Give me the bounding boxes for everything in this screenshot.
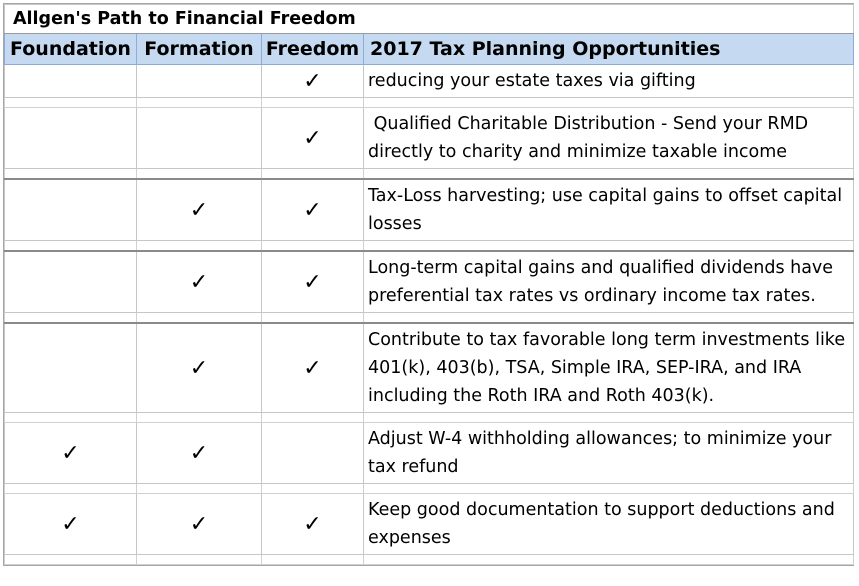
spacer-row (5, 241, 854, 252)
table-row (5, 323, 854, 413)
header-opportunities: 2017 Tax Planning Opportunities (364, 34, 854, 65)
freedom-check-cell: ✓ (262, 251, 364, 313)
spacer-row (5, 313, 854, 324)
opportunity-text: Adjust W-4 withholding allowances; to minimize your tax refund (364, 423, 854, 484)
foundation-check-cell: ✓ (5, 494, 137, 555)
spreadsheet-table (3, 3, 854, 566)
freedom-check-cell: ✓ (262, 323, 364, 413)
opportunity-text: Tax-Loss harvesting; use capital gains to offset capital losses (364, 179, 854, 241)
table-row (5, 108, 854, 169)
opportunity-text: Long-term capital gains and qualified dividends have preferential tax rates vs ordinary income tax rates. (364, 251, 854, 313)
formation-check-cell (137, 65, 262, 98)
spacer-row (5, 98, 854, 108)
formation-check-cell: ✓ (137, 251, 262, 313)
table-row (5, 423, 854, 484)
opportunity-text: Keep good documentation to support deductions and expenses (364, 494, 854, 555)
spacer-row (5, 413, 854, 423)
freedom-check-cell: ✓ (262, 108, 364, 169)
foundation-check-cell (5, 179, 137, 241)
formation-check-cell: ✓ (137, 494, 262, 555)
spacer-row (5, 484, 854, 494)
table-row (5, 179, 854, 241)
title-row (5, 5, 854, 34)
table-row (5, 251, 854, 313)
freedom-check-cell: ✓ (262, 179, 364, 241)
foundation-check-cell (5, 323, 137, 413)
freedom-check-cell: ✓ (262, 65, 364, 98)
header-row (5, 34, 854, 65)
formation-check-cell: ✓ (137, 423, 262, 484)
foundation-check-cell (5, 108, 137, 169)
spacer-row (5, 555, 854, 565)
freedom-check-cell (262, 423, 364, 484)
formation-check-cell: ✓ (137, 179, 262, 241)
header-foundation: Foundation (5, 34, 137, 65)
spacer-row (5, 169, 854, 180)
sheet-title: Allgen's Path to Financial Freedom (5, 5, 854, 34)
table-row (5, 65, 854, 98)
foundation-check-cell (5, 65, 137, 98)
freedom-check-cell: ✓ (262, 494, 364, 555)
header-freedom: Freedom (262, 34, 364, 65)
opportunity-text: Contribute to tax favorable long term investments like 401(k), 403(b), TSA, Simple IRA, SEP-IRA, and IRA including the Roth IRA and Roth 403(k). (364, 323, 854, 413)
opportunity-text: reducing your estate taxes via gifting (364, 65, 854, 98)
foundation-check-cell: ✓ (5, 423, 137, 484)
header-formation: Formation (137, 34, 262, 65)
formation-check-cell (137, 108, 262, 169)
formation-check-cell: ✓ (137, 323, 262, 413)
foundation-check-cell (5, 251, 137, 313)
table-row (5, 494, 854, 555)
opportunity-text: Qualified Charitable Distribution - Send your RMD directly to charity and minimize taxable income (364, 108, 854, 169)
